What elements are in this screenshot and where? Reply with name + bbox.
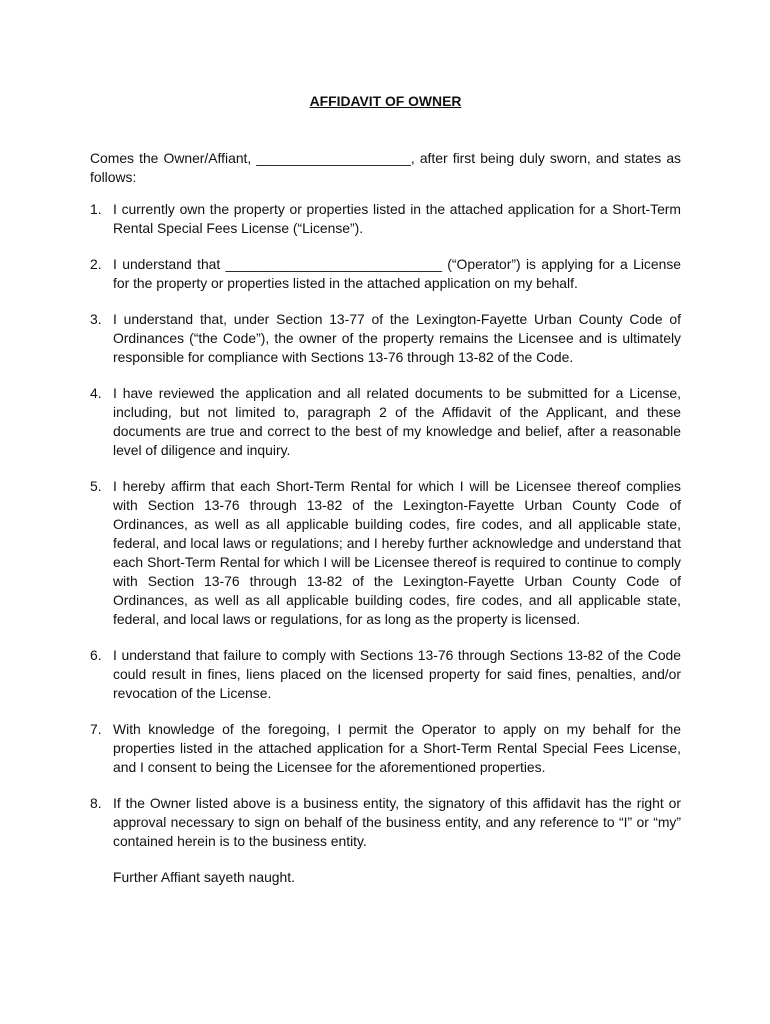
clause-text: I understand that, under Section 13-77 of the Lexington-Fayette Urban County Code of Ordinances (“the Code”), the owner of the property remains the Licensee and is ultimately responsible for compliance with Sections 13-76 through 13-82 of the Code. <box>113 311 681 365</box>
clause-2 <box>90 255 681 293</box>
clause-4 <box>90 384 681 460</box>
clause-text: If the Owner listed above is a business entity, the signatory of this affidavit has the right or approval necessary to sign on behalf of the business entity, and any reference to “I” or “my” contained herein is to the business entity. <box>113 795 681 849</box>
clause-number: 5. <box>90 478 102 494</box>
closing-statement: Further Affiant sayeth naught. <box>113 869 295 885</box>
clause-list <box>90 200 681 851</box>
clause-number: 4. <box>90 385 102 401</box>
clause-3 <box>90 310 681 367</box>
clause-text: I hereby affirm that each Short-Term Rental for which I will be Licensee thereof complies with Section 13-76 through 13-82 of the Lexington-Fayette Urban County Code of Ordinances, as well as all applicable building codes, fire codes, and all applicable state, federal, and local laws or regulations; and I hereby further acknowledge and understand that each Short-Term Rental for which I will be Licensee thereof is required to continue to comply with Section 13-76 through 13-82 of the Lexington-Fayette Urban County Code of Ordinances, as well as all applicable building codes, fire codes, and all applicable state, federal, and local laws or regulations, for as long as the property is licensed. <box>113 478 681 627</box>
clause-number: 6. <box>90 647 102 663</box>
clause-6 <box>90 646 681 703</box>
clause-text: I understand that ____________________________ (“Operator”) is applying for a License for the property or properties listed in the attached application on my behalf. <box>113 256 681 291</box>
clause-number: 7. <box>90 721 102 737</box>
document-title: AFFIDAVIT OF OWNER <box>309 93 462 109</box>
clause-text: I have reviewed the application and all related documents to be submitted for a License, including, but not limited to, paragraph 2 of the Affidavit of the Applicant, and these documents are true and correct to the best of my knowledge and belief, after a reasonable level of diligence and inquiry. <box>113 385 681 458</box>
affidavit-page <box>90 92 681 887</box>
clause-text: With knowledge of the foregoing, I permit the Operator to apply on my behalf for the properties listed in the attached application for a Short-Term Rental Special Fees License, and I consent to being the Licensee for the aforementioned properties. <box>113 721 681 775</box>
clause-number: 1. <box>90 201 102 217</box>
intro-paragraph: Comes the Owner/Affiant, ____________________, after first being duly sworn, and states as follows: <box>90 150 681 185</box>
clause-number: 8. <box>90 795 102 811</box>
clause-number: 3. <box>90 311 102 327</box>
clause-1 <box>90 200 681 238</box>
clause-text: I understand that failure to comply with Sections 13-76 through Sections 13-82 of the Code could result in fines, liens placed on the licensed property for said fines, penalties, and/or revocation of the License. <box>113 647 681 701</box>
clause-text: I currently own the property or properties listed in the attached application for a Short-Term Rental Special Fees License (“License”). <box>113 201 681 236</box>
clause-5 <box>90 477 681 629</box>
clause-8 <box>90 794 681 851</box>
clause-number: 2. <box>90 256 102 272</box>
clause-7 <box>90 720 681 777</box>
